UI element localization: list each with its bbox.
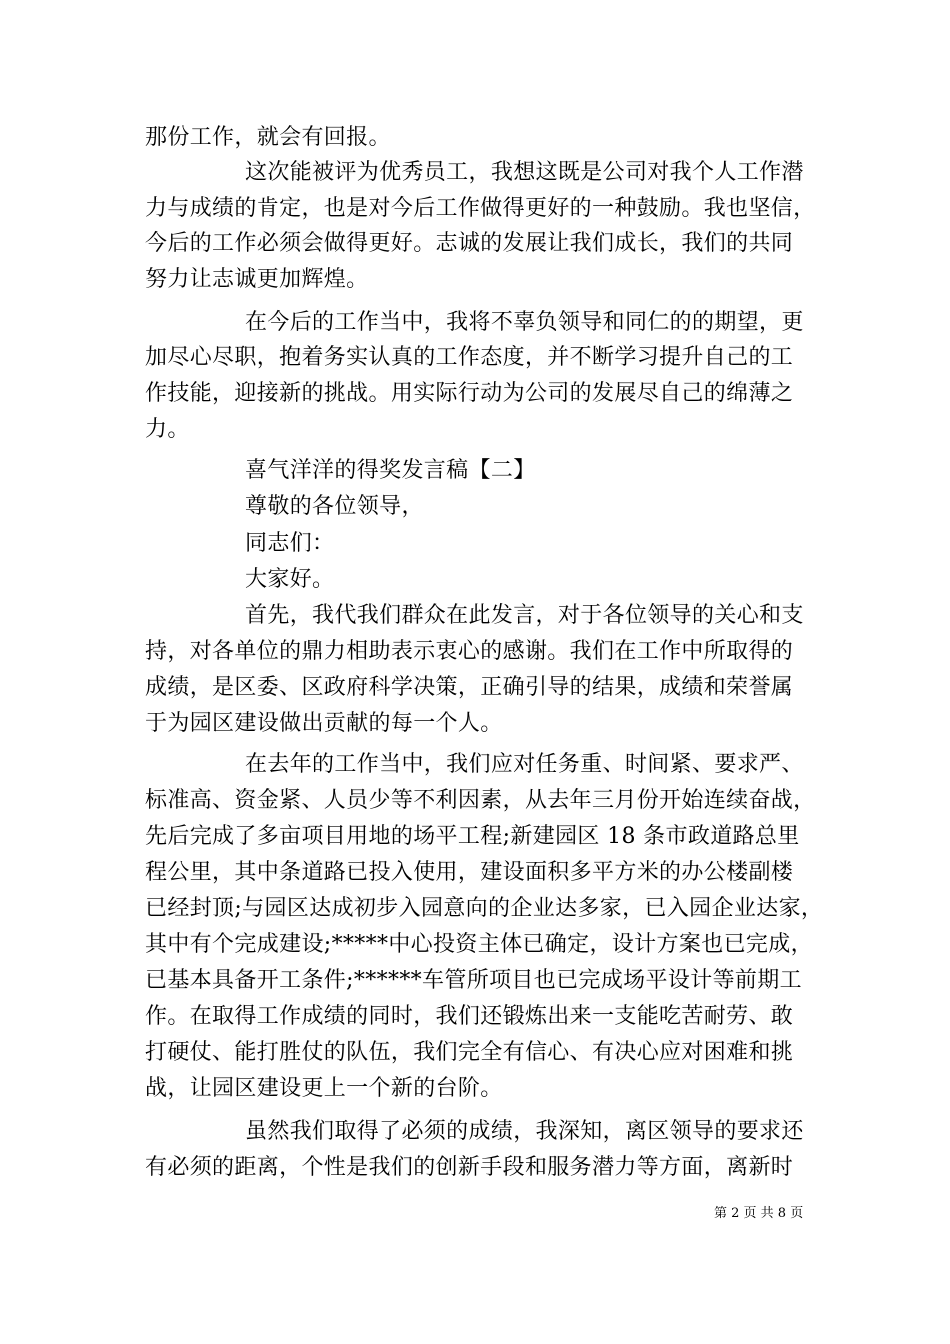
text-line: 虽然我们取得了必须的成绩，我深知，离区领导的要求还 [245, 1119, 804, 1144]
text-line: 成绩，是区委、区政府科学决策，正确引导的结果，成绩和荣誉属 [145, 675, 794, 700]
text-line: 程公里，其中条道路已投入使用，建设面积多平方米的办公楼副楼 [145, 860, 794, 885]
text-line: 加尽心尽职，抱着务实认真的工作态度，并不断学习提升自己的工 [145, 345, 794, 370]
text-line: 今后的工作必须会做得更好。志诚的发展让我们成长，我们的共同 [145, 231, 794, 256]
section-heading: 喜气洋洋的得奖发言稿【二】 [245, 458, 536, 483]
text-line: 战，让园区建设更上一个新的台阶。 [145, 1076, 503, 1101]
text-line: 持，对各单位的鼎力相助表示衷心的感谢。我们在工作中所取得的 [145, 639, 794, 664]
text-line: 首先，我代我们群众在此发言，对于各位领导的关心和支 [245, 603, 804, 628]
text-line: 打硬仗、能打胜仗的队伍，我们完全有信心、有决心应对困难和挑 [145, 1040, 794, 1065]
text-line: 已基本具备开工条件;******车管所项目也已完成场平设计等前期工 [145, 968, 802, 993]
text-line: 力。 [145, 417, 190, 442]
text-line: 在今后的工作当中，我将不辜负领导和同仁的的期望，更 [245, 310, 804, 335]
text-line: 已经封顶;与园区达成初步入园意向的企业达多家，已入园企业达家， [145, 896, 824, 921]
text-line: 努力让志诚更加辉煌。 [145, 267, 369, 292]
text-line: 这次能被评为优秀员工，我想这既是公司对我个人工作潜 [245, 160, 804, 185]
page-number: 第 2 页 共 8 页 [714, 1206, 804, 1221]
text-line: 有必须的距离，个性是我们的创新手段和服务潜力等方面，离新时 [145, 1155, 794, 1180]
text-line: 作。在取得工作成绩的同时，我们还锻炼出来一支能吃苦耐劳、敢 [145, 1004, 794, 1029]
text-line: 其中有个完成建设;*****中心投资主体已确定，设计方案也已完成， [145, 932, 813, 957]
text-line: 于为园区建设做出贡献的每一个人。 [145, 711, 503, 736]
text-line: 尊敬的各位领导， [245, 494, 424, 519]
text-line: 那份工作，就会有回报。 [145, 125, 391, 150]
text-line: 在去年的工作当中，我们应对任务重、时间紧、要求严、 [245, 752, 804, 777]
text-line: 标准高、资金紧、人员少等不利因素，从去年三月份开始连续奋战， [145, 788, 816, 813]
text-line: 作技能，迎接新的挑战。用实际行动为公司的发展尽自己的绵薄之 [145, 381, 794, 406]
text-line: 同志们： [245, 531, 335, 556]
text-line: 先后完成了多亩项目用地的场平工程;新建园区 18 条市政道路总里 [145, 824, 800, 849]
text-line: 力与成绩的肯定，也是对今后工作做得更好的一种鼓励。我也坚信， [145, 196, 816, 221]
text-line: 大家好。 [245, 567, 335, 592]
